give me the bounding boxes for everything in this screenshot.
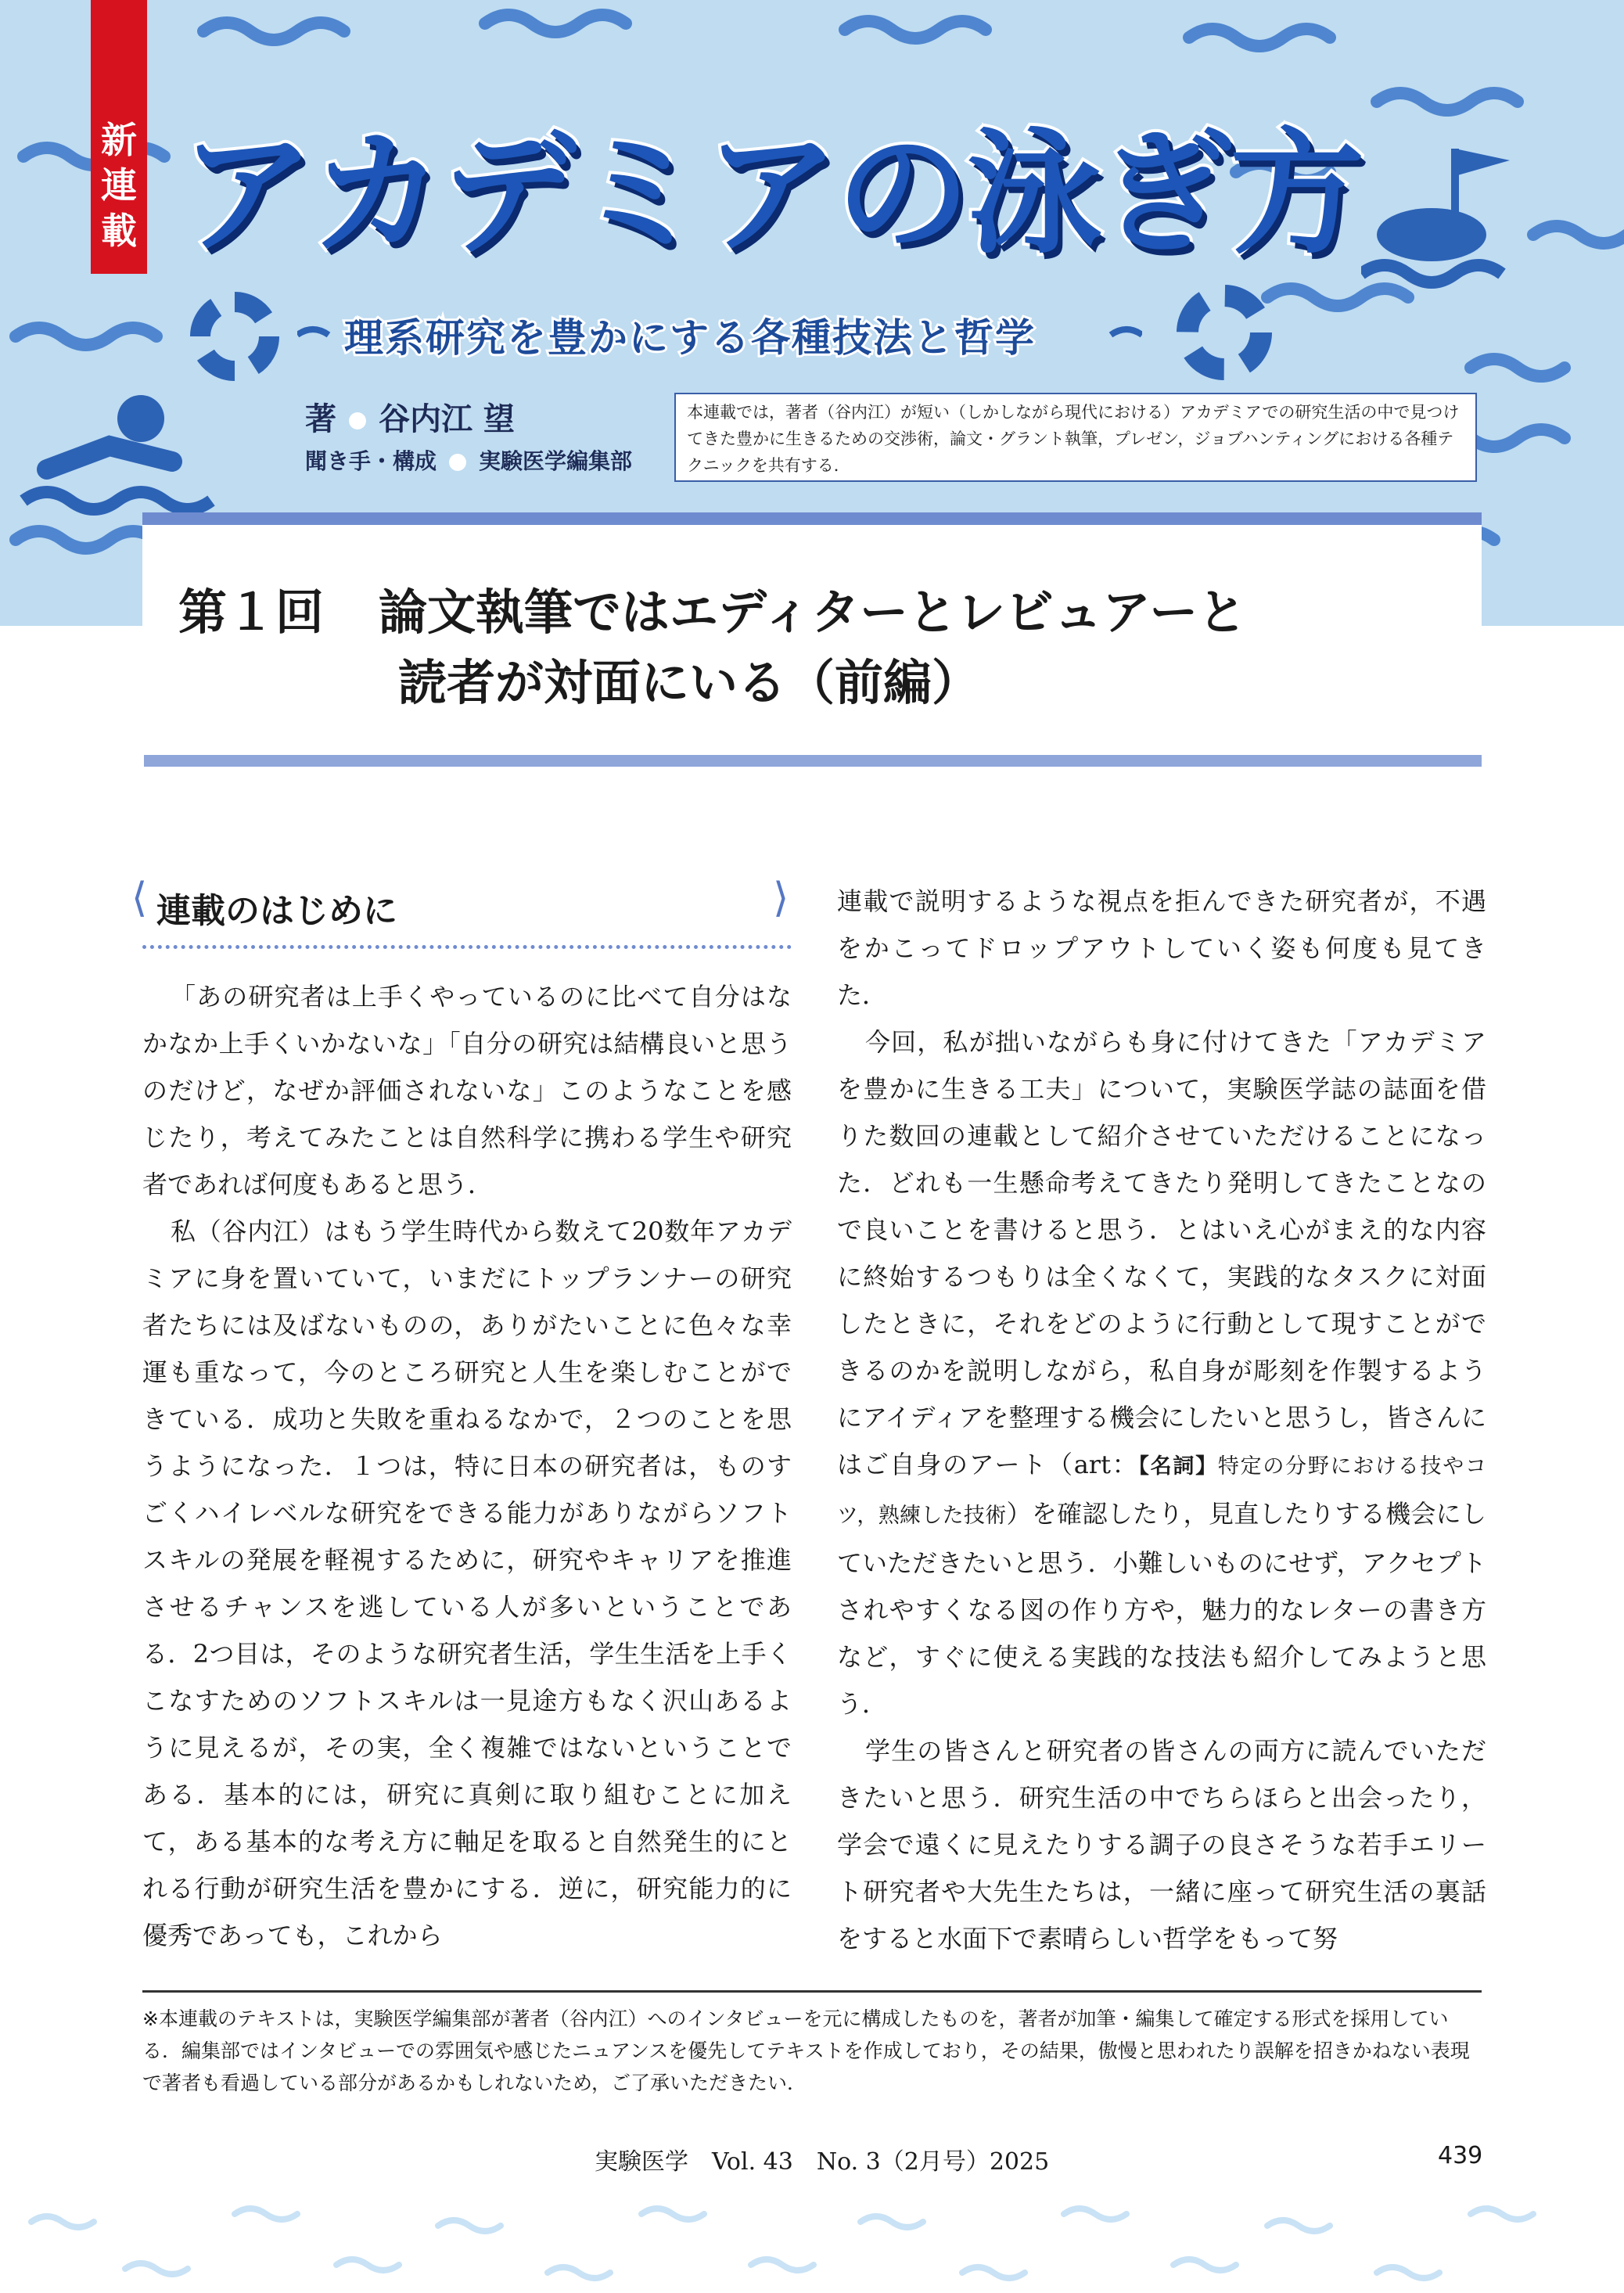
paragraph: 私（谷内江）はもう学生時代から数えて20数年アカデミアに身を置いていて，いまだにトップランナーの研究者たちには及ばないものの，ありがたいことに色々な幸運も重なって，今のところ研究と人生を楽しむことができている．成功と失敗を重ねるなかで，２つのことを思うようになった．１つは，特に日本の研究者は，ものすごくハイレベルな研究をできる能力がありながらソフトスキルの発展を軽視するために，研究やキャリアを推進させるチャンスを逃している人が多いということである．2つ目は，そのような研究者生活，学生生活を上手くこなすためのソフトスキルは一見途方もなく沢山あるように見えるが，その実，全く複雑ではないということである．基本的には，研究に真剣に取り組むことに加えて，ある基本的な考え方に軸足を取ると自然発生的にとれる行動が研究生活を豊かにする．逆に，研究能力的に優秀であっても，これから [142, 1217, 792, 1950]
column-left [142, 973, 792, 1959]
heading-divider [142, 945, 792, 949]
wave-icon [0, 2191, 1624, 2293]
column-right [837, 878, 1486, 1962]
swimmer-icon [16, 383, 219, 524]
article-title-box [142, 512, 1482, 755]
footnote-rule [142, 1990, 1482, 1993]
series-intro: 本連載では，著者（谷内江）が短い（しかしながら現代における）アカデミアでの研究生活の中で見つけてきた豊かに生きるための交渉術，論文・グラント執筆，プレゼン，ジョブハンティングにおける各種テクニックを共有する． [674, 393, 1477, 482]
flag-icon [1361, 133, 1533, 289]
series-subtitle: 理系研究を豊かにする各種技法と哲学 [344, 315, 1036, 361]
episode-number: 第１回 [178, 584, 325, 641]
paragraph: 「あの研究者は上手くやっているのに比べて自分はなかなか上手くいかないな」「自分の研究は結構良いと思うのだけど，なぜか評価されないな」このようなことを感じたり，考えてみたことは自然科学に携わる学生や研究者であれば何度もあると思う． [142, 982, 792, 1199]
interviewer-line [305, 444, 632, 476]
author-name: 谷内江 望 [379, 401, 515, 437]
series-title: アカデミアの泳ぎ方 [180, 115, 1362, 272]
definition-text: 特定の分野における技やコツ，熟練した技術 [837, 1454, 1487, 1528]
section-heading: 連載のはじめに [156, 891, 397, 931]
author-line [305, 394, 515, 439]
article-title-line2: 読者が対面にいる（前編） [398, 654, 981, 711]
paragraph-continued: 連載で説明するような視点を拒んできた研究者が，不遇をかこってドロップアウトしていく姿も何度も見てきた． [837, 886, 1486, 1010]
heading-brace-left: ⟨ [131, 875, 148, 922]
definition-label: 【名詞】 [1138, 1454, 1218, 1479]
journal-citation: 実験医学 Vol. 43 No. 3（2月号）2025 [595, 2148, 1050, 2176]
footnote: ※本連載のテキストは，実験医学編集部が著者（谷内江）へのインタビューを元に構成したものを，著者が加筆・編集して確定する形式を採用している．編集部ではインタビューでの雰囲気や感じたニュアンスを優先してテキストを作成しており，その結果，傲慢と思われたり誤解を招きかねない表現で著者も看過している部分があるかもしれないため，ご了承いただきたい． [142, 2007, 1470, 2094]
paragraph: 今回，私が拙いながらも身に付けてきた「アカデミアを豊かに生きる工夫」について，実験医学誌の誌面を借りた数回の連載として紹介させていただけることになった．どれも一生懸命考えてきたり発明してきたことなので良いことを書けると思う．とはいえ心がまえ的な内容に終始するつもりは全くなくて，実践的なタスクに対面したときに，それをどのように行動として現すことができるのかを説明しながら，私自身が彫刻を作製するようにアイディアを整理する機会にしたいと思うし，皆さんにはご自身のアート（art：【名詞】特定の分野における技やコツ，熟練した技術）を確認したり，見直したりする機会にしていただきたいと思う．小難しいものにせず，アクセプトされやすくなる図の作り方や，魅力的なレターの書き方など，すぐに使える実践的な技法も紹介してみようと思う． [837, 1027, 1487, 1719]
article-title-line1: 第１回 論文執筆ではエディターとレビュアーと [178, 584, 1247, 641]
paragraph: 学生の皆さんと研究者の皆さんの両方に読んでいただきたいと思う．研究生活の中でちらほらと出会ったり，学会で遠くに見えたりする調子の良さそうな若手エリート研究者や大先生たちは，一緒に座って研究生活の裏話をすると水面下で素晴らしい哲学をもって努 [837, 1736, 1486, 1953]
heading-brace-right: ⟩ [773, 875, 789, 922]
life-ring-icon [188, 289, 282, 383]
life-ring-icon [1173, 282, 1275, 383]
page-number: 439 [1438, 2142, 1483, 2169]
author-label: 著 [305, 401, 336, 437]
new-series-badge: 新 連 載 [91, 0, 147, 274]
interviewer-label: 聞き手・構成 [305, 448, 437, 474]
interviewer-name: 実験医学編集部 [479, 448, 633, 474]
